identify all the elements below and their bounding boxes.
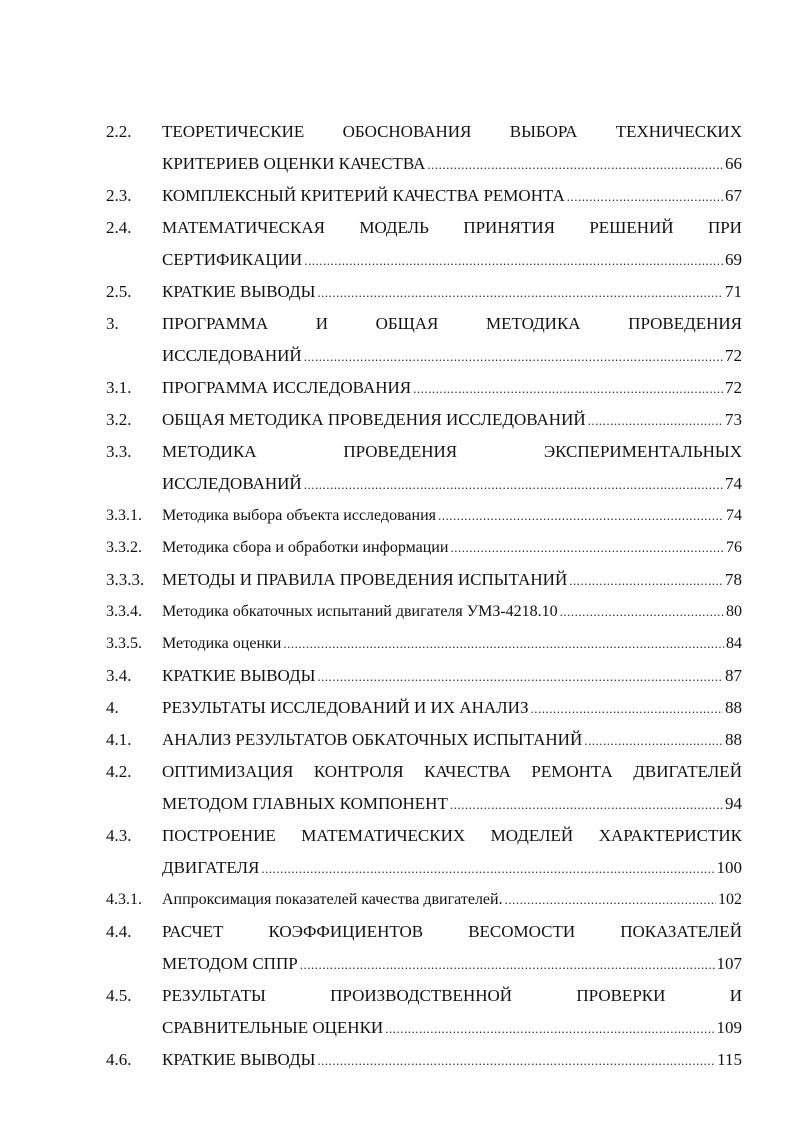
toc-entry xyxy=(106,564,742,596)
dot-leader xyxy=(413,373,723,405)
dot-leader xyxy=(427,149,723,181)
title-word: КАЧЕСТВА xyxy=(424,762,511,781)
section-number: 2.5. xyxy=(106,282,132,301)
dot-leader xyxy=(317,661,723,693)
section-number: 4.2. xyxy=(106,762,132,781)
section-title-line xyxy=(162,116,742,148)
title-word: И xyxy=(315,314,328,333)
page-number: 87 xyxy=(725,666,742,685)
section-number: 2.4. xyxy=(106,218,132,237)
section-title: Методика оценки xyxy=(162,635,282,652)
section-number: 3.3.4. xyxy=(106,603,142,620)
dot-leader xyxy=(450,532,724,564)
section-title: РЕЗУЛЬТАТЫ ИССЛЕДОВАНИЙ И ИХ АНАЛИЗ xyxy=(162,698,529,717)
section-title-line xyxy=(162,308,742,340)
dot-leader xyxy=(261,853,714,885)
page-number: 102 xyxy=(718,891,742,908)
toc-entry xyxy=(106,308,742,372)
dot-leader xyxy=(530,693,723,725)
dot-leader xyxy=(317,277,723,309)
section-title: КРАТКИЕ ВЫВОДЫ xyxy=(162,1050,316,1069)
title-word: ПРИ xyxy=(707,218,742,237)
toc-entry xyxy=(106,1044,742,1076)
title-word: КОНТРОЛЯ xyxy=(313,762,404,781)
dot-leader xyxy=(560,596,724,628)
toc-entry xyxy=(106,180,742,212)
dot-leader xyxy=(304,245,723,277)
dot-leader xyxy=(304,469,723,501)
section-title: Методика обкаточных испытаний двигателя УМЗ-4218.10 xyxy=(162,603,558,620)
dot-leader xyxy=(438,500,724,532)
dot-leader xyxy=(304,341,723,373)
title-word: РЕШЕНИЙ xyxy=(589,218,674,237)
toc-entry xyxy=(106,212,742,276)
title-word: РЕМОНТА xyxy=(531,762,613,781)
title-word: ПРОВЕРКИ xyxy=(576,986,666,1005)
section-title: ИССЛЕДОВАНИЙ xyxy=(162,346,302,365)
page-number: 115 xyxy=(717,1050,742,1069)
page-number: 84 xyxy=(726,635,742,652)
section-title: Методика сбора и обработки информации xyxy=(162,539,449,556)
toc-entry xyxy=(106,980,742,1044)
section-title: СРАВНИТЕЛЬНЫЕ ОЦЕНКИ xyxy=(162,1018,384,1037)
section-number: 3.3.3. xyxy=(106,570,145,589)
page-number: 107 xyxy=(716,954,742,973)
section-title-line xyxy=(162,820,742,852)
toc-entry xyxy=(106,372,742,404)
section-number: 3. xyxy=(106,314,119,333)
section-title-line xyxy=(162,212,742,244)
title-word: ПРОГРАММА xyxy=(162,314,269,333)
title-word: ХАРАКТЕРИСТИК xyxy=(598,826,742,845)
title-word: ПРИНЯТИЯ xyxy=(463,218,555,237)
section-number: 3.3.1. xyxy=(106,507,142,524)
title-word: ОБОСНОВАНИЯ xyxy=(342,122,472,141)
page-number: 69 xyxy=(725,250,742,269)
section-title: КРАТКИЕ ВЫВОДЫ xyxy=(162,666,316,685)
title-word: КОЭФФИЦИЕНТОВ xyxy=(268,922,424,941)
section-title: ИССЛЕДОВАНИЙ xyxy=(162,474,302,493)
page-number: 76 xyxy=(726,539,742,556)
section-title: ОБЩАЯ МЕТОДИКА ПРОВЕДЕНИЯ ИССЛЕДОВАНИЙ xyxy=(162,410,586,429)
section-number: 2.3. xyxy=(106,186,132,205)
toc-entry xyxy=(106,596,742,628)
title-word: ПРОВЕДЕНИЯ xyxy=(628,314,742,333)
title-word: МЕТОДИКА xyxy=(162,442,257,461)
dot-leader xyxy=(569,565,723,597)
section-number: 4.6. xyxy=(106,1050,132,1069)
title-word: МОДЕЛЕЙ xyxy=(490,826,574,845)
section-title: КРИТЕРИЕВ ОЦЕНКИ КАЧЕСТВА xyxy=(162,154,426,173)
page-number: 94 xyxy=(725,794,742,813)
section-number: 3.1. xyxy=(106,378,132,397)
section-title: ПРОГРАММА ИССЛЕДОВАНИЯ xyxy=(162,378,412,397)
page-number: 80 xyxy=(726,603,742,620)
page-number: 88 xyxy=(725,698,742,717)
dot-leader xyxy=(385,1013,714,1045)
section-number: 3.3.5. xyxy=(106,635,142,652)
title-word: ВЕСОМОСТИ xyxy=(468,922,576,941)
section-number: 4.4. xyxy=(106,922,132,941)
dot-leader xyxy=(584,725,723,757)
section-title: МЕТОДЫ И ПРАВИЛА ПРОВЕДЕНИЯ ИСПЫТАНИЙ xyxy=(162,570,568,589)
section-number: 4. xyxy=(106,698,119,717)
title-word: ПОСТРОЕНИЕ xyxy=(162,826,276,845)
toc-entry xyxy=(106,756,742,820)
dot-leader xyxy=(505,884,716,916)
section-title: ДВИГАТЕЛЯ xyxy=(162,858,260,877)
page-number: 72 xyxy=(725,346,742,365)
title-word: ПРОВЕДЕНИЯ xyxy=(343,442,458,461)
title-word: ПОКАЗАТЕЛЕЙ xyxy=(620,922,742,941)
title-word: ДВИГАТЕЛЕЙ xyxy=(633,762,742,781)
section-number: 3.4. xyxy=(106,666,132,685)
section-number: 4.3.1. xyxy=(106,891,142,908)
title-word: ТЕОРЕТИЧЕСКИЕ xyxy=(162,122,305,141)
page-number: 88 xyxy=(725,730,742,749)
section-number: 4.5. xyxy=(106,986,132,1005)
section-title-line xyxy=(162,436,742,468)
toc-entry xyxy=(106,532,742,564)
section-number: 4.1. xyxy=(106,730,132,749)
title-word: МАТЕМАТИЧЕСКАЯ xyxy=(162,218,325,237)
dot-leader xyxy=(450,789,723,821)
toc-entry xyxy=(106,820,742,884)
toc-entry xyxy=(106,276,742,308)
section-number: 4.3. xyxy=(106,826,132,845)
toc-entry xyxy=(106,404,742,436)
toc-entry xyxy=(106,436,742,500)
section-number: 3.3. xyxy=(106,442,132,461)
title-word: ПРОИЗВОДСТВЕННОЙ xyxy=(330,986,513,1005)
dot-leader xyxy=(283,628,724,660)
title-word: ОПТИМИЗАЦИЯ xyxy=(162,762,294,781)
title-word: ТЕХНИЧЕСКИХ xyxy=(615,122,742,141)
section-title-line xyxy=(162,980,742,1012)
page-number: 66 xyxy=(725,154,742,173)
title-word: И xyxy=(729,986,742,1005)
page-number: 100 xyxy=(716,858,742,877)
section-title: КРАТКИЕ ВЫВОДЫ xyxy=(162,282,316,301)
title-word: ОБЩАЯ xyxy=(375,314,439,333)
section-title-line xyxy=(162,756,742,788)
toc-entry xyxy=(106,724,742,756)
title-word: МОДЕЛЬ xyxy=(359,218,429,237)
toc-entry xyxy=(106,692,742,724)
title-word: ВЫБОРА xyxy=(509,122,578,141)
table-of-contents xyxy=(106,116,742,1076)
page-number: 78 xyxy=(725,570,742,589)
page-number: 67 xyxy=(725,186,742,205)
toc-entry xyxy=(106,916,742,980)
section-title: Аппроксимация показателей качества двигателей. xyxy=(162,891,503,908)
title-word: МЕТОДИКА xyxy=(485,314,581,333)
section-title: МЕТОДОМ ГЛАВНЫХ КОМПОНЕНТ xyxy=(162,794,448,813)
page-number: 71 xyxy=(725,282,742,301)
page-number: 74 xyxy=(726,507,742,524)
dot-leader xyxy=(317,1045,715,1077)
dot-leader xyxy=(567,181,723,213)
page-number: 73 xyxy=(725,410,742,429)
title-word: РАСЧЕТ xyxy=(162,922,224,941)
title-word: МАТЕМАТИЧЕСКИХ xyxy=(301,826,466,845)
toc-entry xyxy=(106,628,742,660)
section-number: 2.2. xyxy=(106,122,132,141)
page-number: 109 xyxy=(716,1018,742,1037)
section-title: АНАЛИЗ РЕЗУЛЬТАТОВ ОБКАТОЧНЫХ ИСПЫТАНИЙ xyxy=(162,730,583,749)
page-number: 74 xyxy=(725,474,742,493)
toc-entry xyxy=(106,116,742,180)
toc-entry xyxy=(106,660,742,692)
toc-entry xyxy=(106,500,742,532)
title-word: РЕЗУЛЬТАТЫ xyxy=(162,986,266,1005)
section-number: 3.3.2. xyxy=(106,539,142,556)
section-title: Методика выбора объекта исследования xyxy=(162,507,436,524)
section-number: 3.2. xyxy=(106,410,132,429)
section-title: СЕРТИФИКАЦИИ xyxy=(162,250,303,269)
dot-leader xyxy=(300,949,715,981)
dot-leader xyxy=(588,405,723,437)
section-title: КОМПЛЕКСНЫЙ КРИТЕРИЙ КАЧЕСТВА РЕМОНТА xyxy=(162,186,565,205)
page-number: 72 xyxy=(725,378,742,397)
toc-entry xyxy=(106,884,742,916)
section-title-line xyxy=(162,916,742,948)
title-word: ЭКСПЕРИМЕНТАЛЬНЫХ xyxy=(543,442,742,461)
section-title: МЕТОДОМ СППР xyxy=(162,954,298,973)
